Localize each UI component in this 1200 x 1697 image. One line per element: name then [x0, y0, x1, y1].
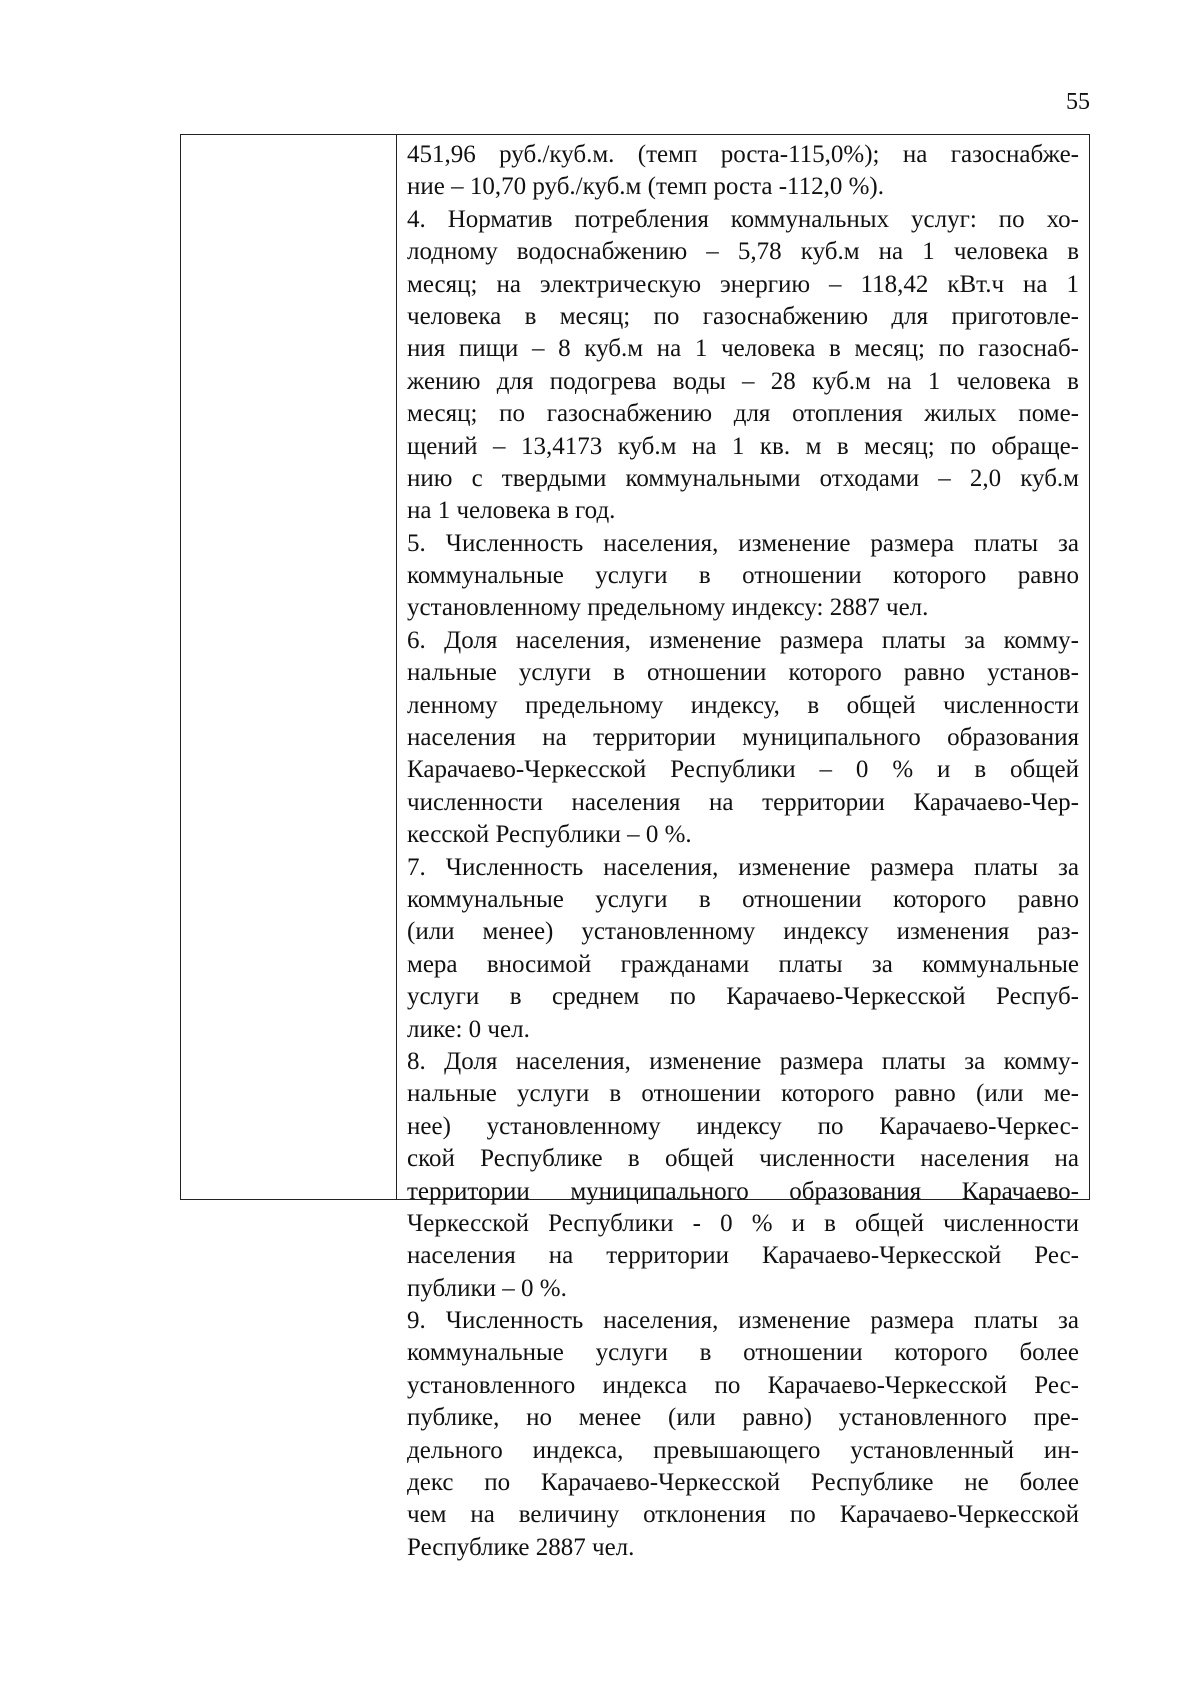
text-line: населения на территории Карачаево-Черкесской Рес-	[407, 1242, 1079, 1270]
text-line: 7. Численность населения, изменение размера платы за	[407, 853, 1079, 881]
text-line: Республике 2887 чел.	[407, 1533, 635, 1561]
text-line: нию с твердыми коммунальными отходами – 2,0 куб.м	[407, 464, 1079, 492]
text-line: территории муниципального образования Карачаево-	[407, 1177, 1079, 1205]
text-line: Черкесской Республики - 0 % и в общей численности	[407, 1209, 1079, 1237]
text-line: 451,96 руб./куб.м. (темп роста-115,0%); на газоснабже-	[407, 141, 1079, 168]
text-line: численности населения на территории Карачаево-Чер-	[407, 788, 1079, 816]
text-line: 4. Норматив потребления коммунальных услуг: по хо-	[407, 205, 1079, 233]
text-line: месяц; по газоснабжению для отопления жилых поме-	[407, 400, 1079, 428]
text-line: декс по Карачаево-Черкесской Республике не более	[407, 1469, 1079, 1497]
text-line: нальные услуги в отношении которого равно установ-	[407, 659, 1079, 687]
text-line: 6. Доля населения, изменение размера платы за комму-	[407, 626, 1079, 654]
text-line: человека в месяц; по газоснабжению для приготовле-	[407, 302, 1079, 330]
text-line: мера вносимой гражданами платы за коммунальные	[407, 950, 1079, 978]
text-line: лике: 0 чел.	[407, 1015, 530, 1043]
text-line: услуги в среднем по Карачаево-Черкесской Респуб-	[407, 983, 1079, 1011]
text-line: 8. Доля населения, изменение размера платы за комму-	[407, 1047, 1079, 1075]
text-line: ние – 10,70 руб./куб.м (темп роста -112,0 %).	[407, 173, 885, 201]
text-line: жению для подогрева воды – 28 куб.м на 1 человека в	[407, 367, 1079, 395]
text-line: ской Республике в общей численности населения на	[407, 1145, 1079, 1173]
text-line: месяц; на электрическую энергию – 118,42 кВт.ч на 1	[407, 270, 1079, 298]
document-table	[180, 134, 1090, 1561]
text-line: населения на территории муниципального образования	[407, 724, 1079, 752]
text-line: щений – 13,4173 куб.м на 1 кв. м в месяц; по обраще-	[407, 432, 1079, 460]
text-line: лодному водоснабжению – 5,78 куб.м на 1 человека в	[407, 238, 1079, 266]
text-line: ния пищи – 8 куб.м на 1 человека в месяц; по газоснаб-	[407, 335, 1079, 363]
text-line: ленному предельному индексу, в общей численности	[407, 691, 1079, 719]
text-line: коммунальные услуги в отношении которого более	[407, 1339, 1079, 1367]
table-right-column	[397, 135, 1089, 1561]
text-line: дельного индекса, превышающего установленный ин-	[407, 1436, 1079, 1464]
text-line: установленного индекса по Карачаево-Черкесской Рес-	[407, 1371, 1079, 1399]
text-line: 9. Численность населения, изменение размера платы за	[407, 1307, 1079, 1335]
text-line: кесской Республики – 0 %.	[407, 821, 692, 849]
text-line: публики – 0 %.	[407, 1274, 567, 1302]
page-number: 55	[1066, 89, 1090, 115]
text-line: 5. Численность населения, изменение размера платы за	[407, 529, 1079, 557]
text-line: установленному предельному индексу: 2887 чел.	[407, 594, 929, 622]
text-line: на 1 человека в год.	[407, 497, 616, 525]
text-line: чем на величину отклонения по Карачаево-Черкесской	[407, 1501, 1079, 1529]
text-line: публике, но менее (или равно) установленного пре-	[407, 1404, 1079, 1432]
text-line: коммунальные услуги в отношении которого равно	[407, 562, 1079, 590]
text-line: нальные услуги в отношении которого равно (или ме-	[407, 1080, 1079, 1108]
text-line: Карачаево-Черкесской Республики – 0 % и в общей	[407, 756, 1079, 784]
table-left-column	[181, 135, 397, 1199]
text-line: нее) установленному индексу по Карачаево-Черкес-	[407, 1112, 1079, 1140]
text-line: коммунальные услуги в отношении которого равно	[407, 885, 1079, 913]
text-line: (или менее) установленному индексу изменения раз-	[407, 918, 1079, 946]
